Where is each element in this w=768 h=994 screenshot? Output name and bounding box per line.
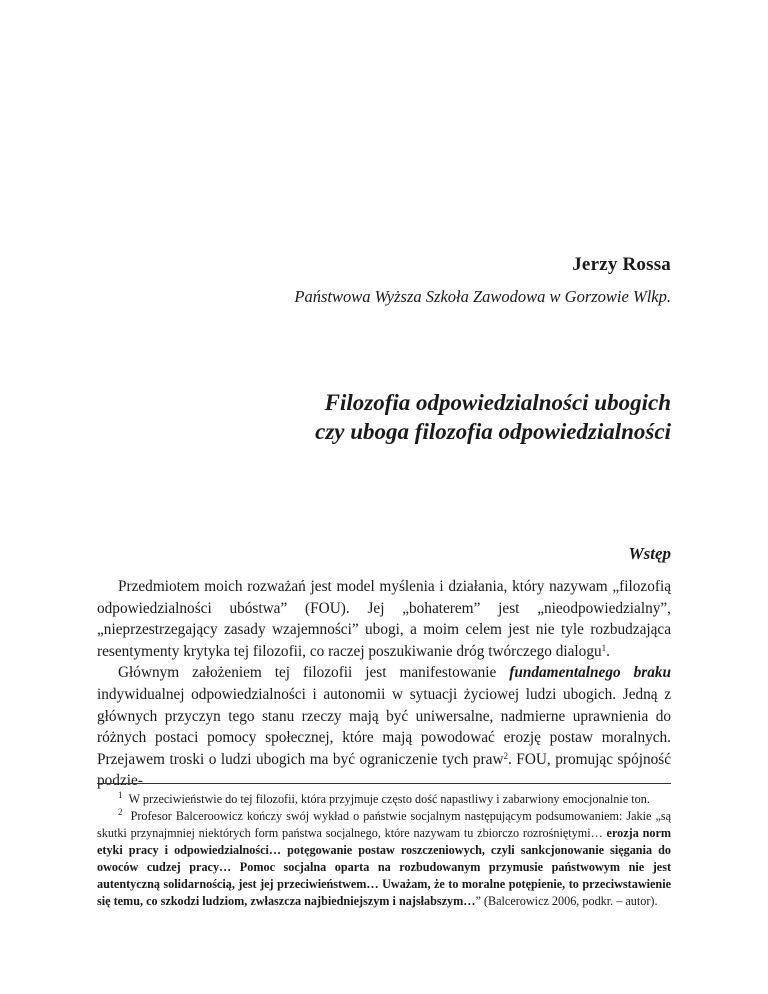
footnote-2-number: 2 — [118, 807, 123, 817]
title-line-2: czy uboga filozofia odpowiedzialności — [315, 419, 671, 444]
paragraph-1-end: . — [606, 642, 610, 660]
article-title — [111, 388, 671, 446]
paragraph-1 — [97, 576, 671, 662]
paragraph-2-emphasis: fundamentalnego braku — [509, 664, 671, 682]
paragraph-1-text: Przedmiotem moich rozważań jest model myślenia i działania, który nazywam „filozofią odpowiedzialności ubóstwa” (FOU). Jej „bohaterem” jest „nieodpowiedzialny”, „nieprzestrzegający zasady wzajemności” ubogi, a moim celem jest nie tyle rozbudzająca resentymenty krytyka tej filozofii, co raczej poszukiwanie dróg twórczego dialogu — [97, 578, 671, 660]
author-name: Jerzy Rossa — [572, 254, 671, 275]
footnote-2-intro: Profesor Balceroowicz kończy swój wykład o państwie socjalnym następującym podsumowaniem: Jakie „są skutki przynajmniej niektórych form państwa socjalnego, które nazywam tu zbiorczo rozrośniętymi… — [97, 809, 672, 840]
footnote-divider — [97, 783, 671, 784]
footnote-ref-2[interactable]: 2 — [503, 750, 508, 761]
footnote-2-bold: erozja norm etyki pracy i odpowiedzialności… potęgowanie postaw roszczeniowych, czyli sankcjonowanie sięgania do owoców cudzej pracy… Pomoc socjalna oparta na rozbudowanym przymusie państwowym nie jest autentyczną solidarnością, jest jej przeciwieństwem… Uważam, że to moralne potępienie, to przeciwstawienie się temu, co szkodzi ludziom, zwłaszcza najbiedniejszym i najsłabszym… — [97, 826, 672, 908]
footnote-1-number: 1 — [118, 790, 123, 800]
section-heading: Wstęp — [628, 544, 671, 563]
paragraph-2-before: Głównym założeniem tej filozofii jest manifestowanie — [118, 664, 510, 682]
author-affiliation: Państwowa Wyższa Szkoła Zawodowa w Gorzowie Wlkp. — [294, 287, 671, 306]
footnote-2-outro: ” (Balcerowicz 2006, podkr. – autor). — [475, 894, 658, 908]
footnotes — [97, 791, 671, 910]
footnote-ref-1[interactable]: 1 — [601, 642, 607, 653]
title-line-1: Filozofia odpowiedzialności ubogich — [324, 390, 671, 415]
paragraph-2-middle: indywidualnej odpowiedzialności i autonomii w sytuacji życiowej ludzi ubogich. Jedną z głównych przyczyn tego stanu rzeczy mają być uniwersalne, nadmierne uprawnienia do różnych postaci pomocy społecznej, które mają powodować erozję postaw moralnych. Przejawem troski o ludzi ubogich ma być ograniczenie tych praw — [97, 685, 671, 768]
footnote-1-text: W przeciwieństwie do tej filozofii, która przyjmuje często dość napastliwy i zabarwiony emocjonalnie ton. — [128, 792, 650, 806]
paragraph-2-after: . FOU, promując spójność podzie- — [97, 750, 672, 790]
body-text — [97, 576, 671, 792]
footnote-2 — [97, 808, 671, 910]
footnote-1 — [97, 791, 671, 808]
paragraph-2 — [97, 662, 671, 792]
